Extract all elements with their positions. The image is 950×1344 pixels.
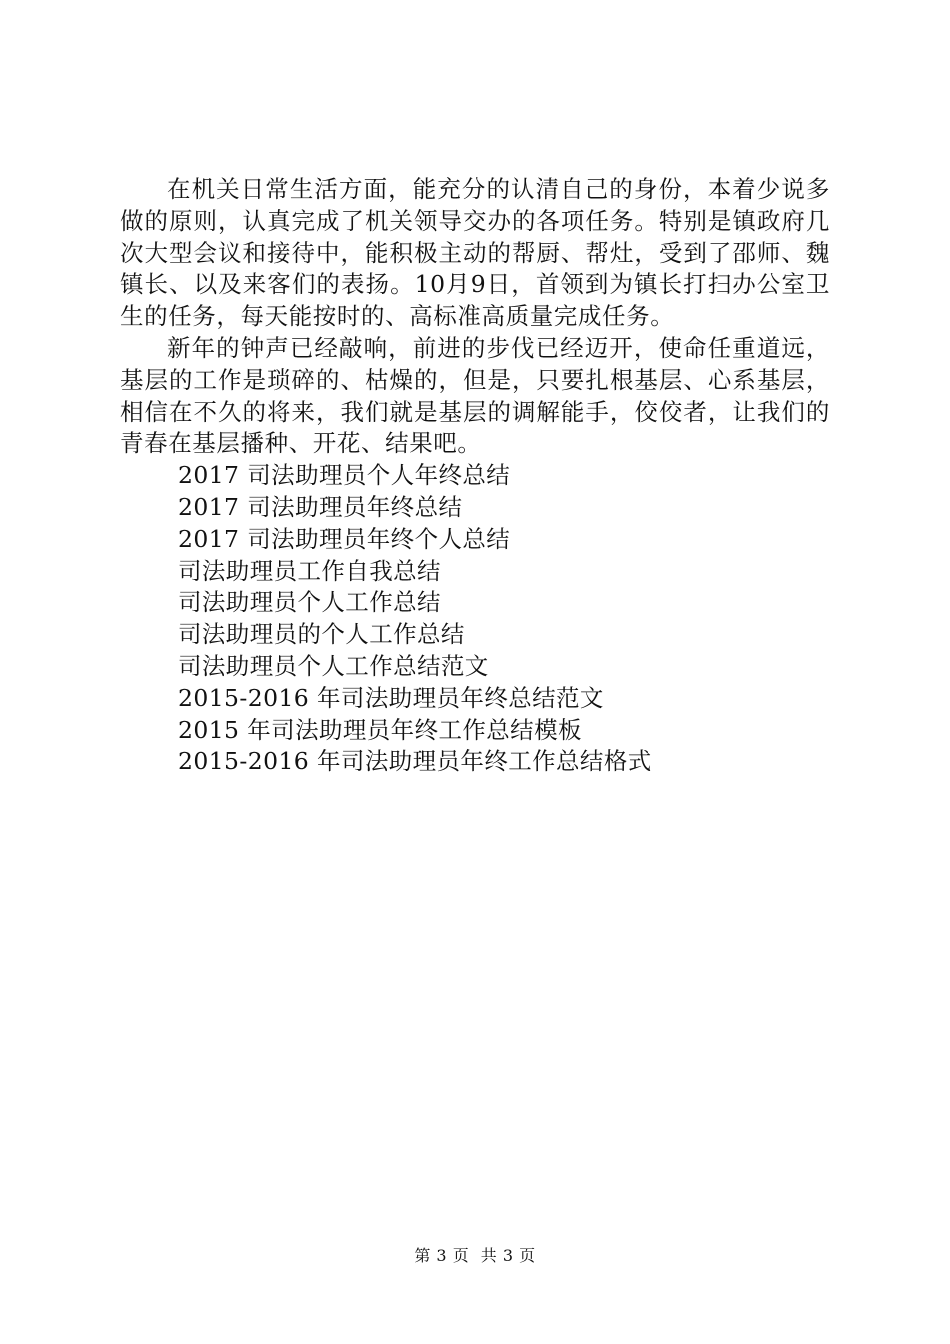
related-link-text[interactable]: 司法助理员的个人工作总结 bbox=[178, 620, 465, 649]
related-link-text[interactable]: 司法助理员个人工作总结 bbox=[178, 588, 441, 617]
related-link-text[interactable]: 2017 司法助理员年终总结 bbox=[178, 492, 463, 521]
related-link-4[interactable] bbox=[120, 556, 830, 588]
related-link-2[interactable] bbox=[120, 492, 830, 524]
page-total: 共 3 页 bbox=[480, 1246, 536, 1265]
related-link-10[interactable] bbox=[120, 746, 830, 778]
related-link-6[interactable] bbox=[120, 619, 830, 651]
related-link-8[interactable] bbox=[120, 683, 830, 715]
document-body bbox=[120, 174, 830, 778]
related-link-text[interactable]: 2015 年司法助理员年终工作总结模板 bbox=[178, 715, 582, 744]
related-link-text[interactable]: 司法助理员个人工作总结范文 bbox=[178, 651, 489, 680]
related-link-text[interactable]: 2015-2016 年司法助理员年终工作总结格式 bbox=[178, 747, 652, 776]
related-link-9[interactable] bbox=[120, 715, 830, 747]
page-number: 第 3 页 bbox=[414, 1246, 470, 1265]
related-link-text[interactable]: 司法助理员工作自我总结 bbox=[178, 556, 441, 585]
related-link-text[interactable]: 2017 司法助理员个人年终总结 bbox=[178, 461, 511, 490]
body-paragraph-2: 新年的钟声已经敲响，前进的步伐已经迈开，使命任重道远，基层的工作是琐碎的、枯燥的，但是，只要扎根基层、心系基层，相信在不久的将来，我们就是基层的调解能手，佼佼者，让我们的青春在基层播种、开花、结果吧。 bbox=[120, 333, 830, 458]
related-link-text[interactable]: 2015-2016 年司法助理员年终总结范文 bbox=[178, 683, 604, 712]
related-link-5[interactable] bbox=[120, 587, 830, 619]
related-link-3[interactable] bbox=[120, 524, 830, 556]
related-link-7[interactable] bbox=[120, 651, 830, 683]
related-link-1[interactable] bbox=[120, 460, 830, 492]
related-link-text[interactable]: 2017 司法助理员年终个人总结 bbox=[178, 524, 511, 553]
body-paragraph-1: 在机关日常生活方面，能充分的认清自己的身份，本着少说多做的原则，认真完成了机关领导交办的各项任务。特别是镇政府几次大型会议和接待中，能积极主动的帮厨、帮灶，受到了邵师、魏镇长、以及来客们的表扬。10月9日，首领到为镇长打扫办公室卫生的任务，每天能按时的、高标准高质量完成任务。 bbox=[120, 175, 830, 331]
page-footer bbox=[0, 1243, 950, 1266]
related-links-list bbox=[120, 460, 830, 778]
